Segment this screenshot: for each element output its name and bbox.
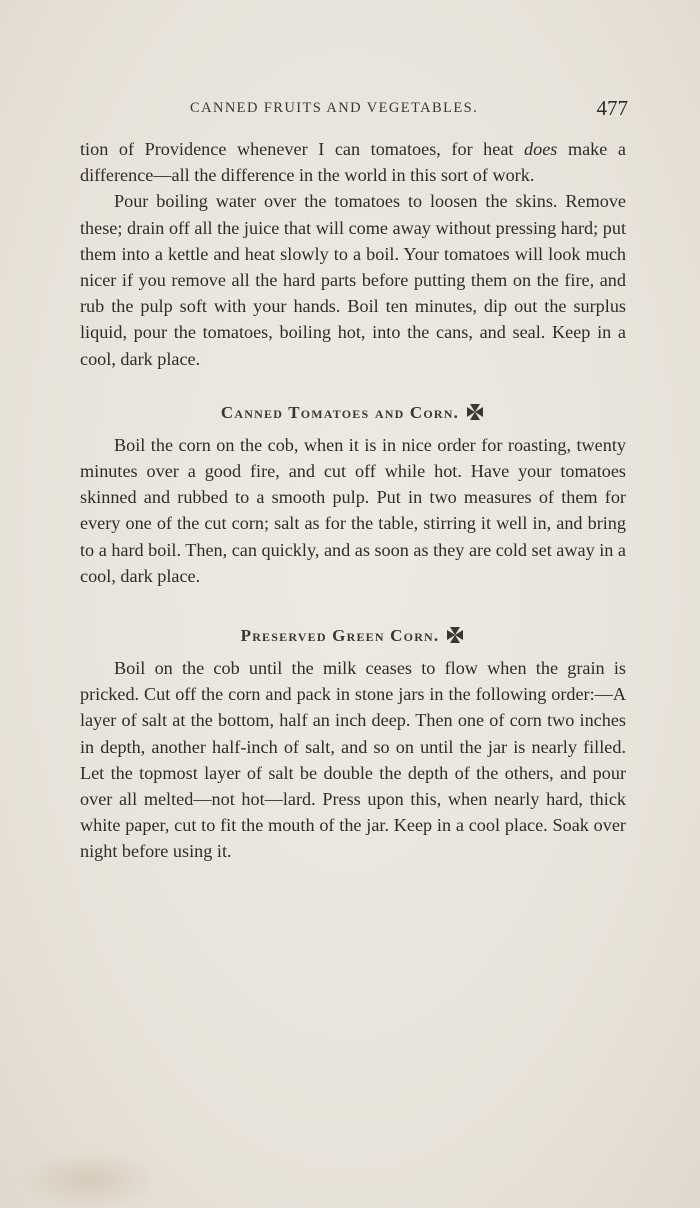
section-title-text: Preserved Green Corn.	[240, 626, 440, 646]
section-title-preserved-green-corn	[80, 623, 626, 649]
section-body-preserved-green-corn: Boil on the cob until the milk ceases to flow when the grain is pricked. Cut off the corn and pack in stone jars in the following order:—A layer of salt at the bottom, half an inch deep. Then one of corn two inches in depth, another half-inch of salt, and so on until the jar is nearly filled. Let the topmost layer of salt be double the depth of the others, and pour over all melted—not hot—lard. Press upon this, when nearly hard, thick white paper, cut to fit the mouth of the jar. Keep in a cool place. Soak over night before using it.	[80, 658, 626, 862]
page-header	[80, 96, 628, 126]
paragraph-text: make a difference—all the difference in the world in this sort of work.	[80, 139, 626, 186]
paragraph-tomato-method: Pour boiling water over the tomatoes to loosen the skins. Remove these; drain off all the juice that will come away without pressing hard; put them into a kettle and heat slowly to a boil. Your tomatoes will look much nicer if you remove all the hard parts before putting them on the fire, and rub the pulp soft with your hands. Boil ten minutes, dip out the surplus liquid, pour the tomatoes, boiling hot, into the cans, and seal. Keep in a cool, dark place.	[80, 191, 626, 369]
maltese-cross-icon	[445, 627, 465, 643]
page-number: 477	[596, 96, 628, 120]
running-head: CANNED FRUITS AND VEGETABLES.	[190, 100, 479, 116]
page-body	[80, 136, 626, 865]
paragraph-continuation	[80, 136, 626, 188]
paragraph-text: tion of Providence whenever I can tomatoes, for heat	[80, 139, 525, 159]
section-title-text: Canned Tomatoes and Corn.	[220, 402, 460, 422]
section-body-canned-tomatoes-corn: Boil the corn on the cob, when it is in nice order for roasting, twenty minutes over a good fire, and cut off while hot. Have your tomatoes skinned and rubbed to a smooth pulp. Put in two measures of them for every one of the cut corn; salt as for the table, stirring it well in, and bring to a hard boil. Then, can quickly, and as soon as they are cold set away in a cool, dark place.	[80, 434, 626, 586]
maltese-cross-icon	[465, 404, 485, 420]
paper-stain	[20, 1150, 160, 1208]
section-title-canned-tomatoes-corn	[80, 400, 626, 426]
italic-word: does	[524, 139, 558, 159]
